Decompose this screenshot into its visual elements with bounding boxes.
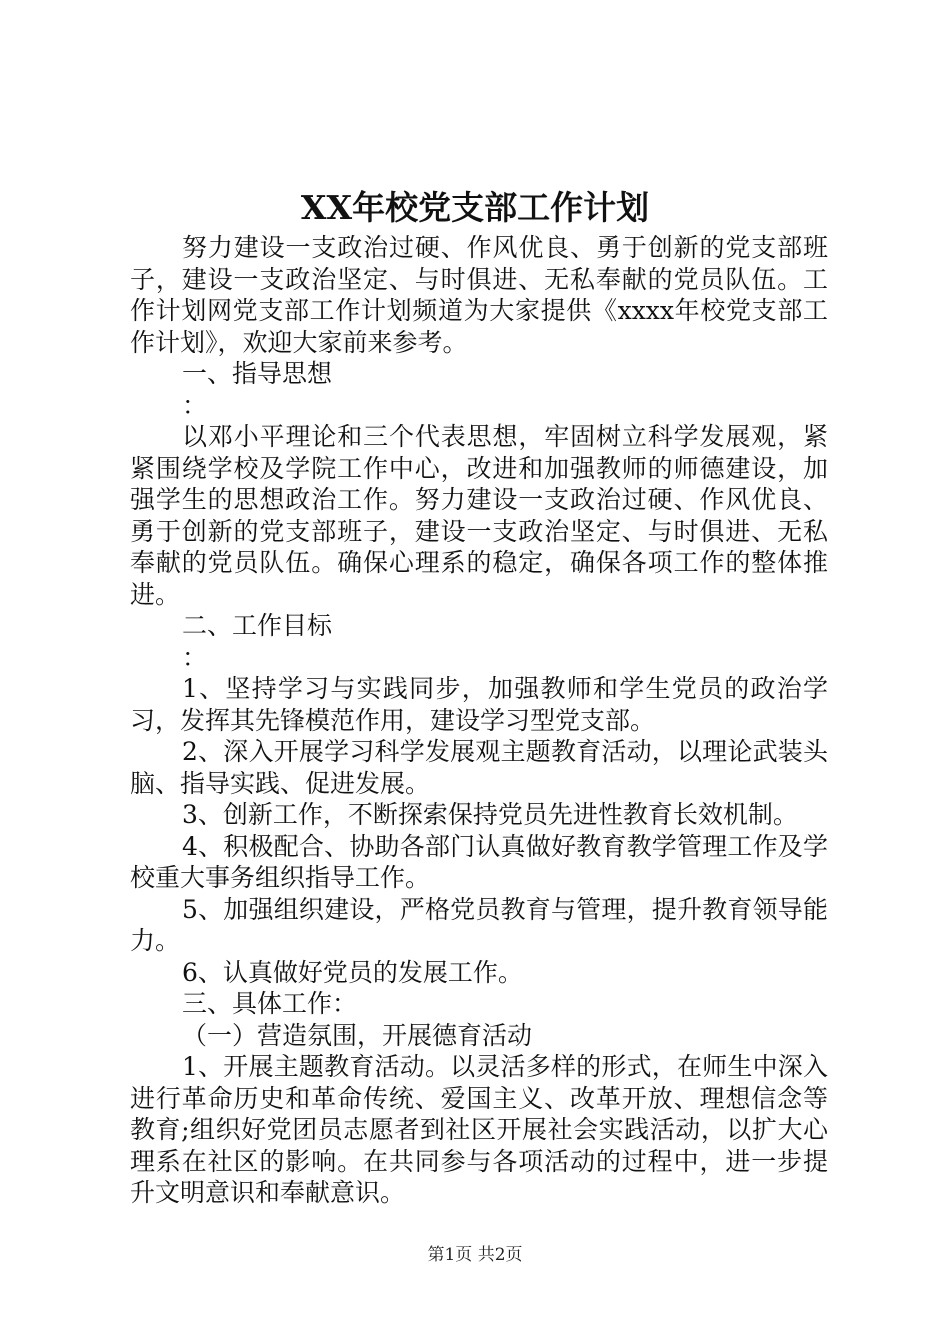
colon-line: ：	[182, 390, 208, 420]
goal-item-1: 1、坚持学习与实践同步，加强教师和学生党员的政治学习，发挥其先锋模范作用，建设学习型党支部。	[130, 674, 828, 735]
goal-item-2: 2、深入开展学习科学发展观主题教育活动，以理论武装头脑、指导实践、促进发展。	[130, 737, 828, 798]
subsection-heading-1: （一）营造氛围，开展德育活动	[182, 1020, 533, 1050]
document-body	[130, 232, 828, 1209]
goal-item-5: 5、加强组织建设，严格党员教育与管理，提升教育领导能力。	[130, 894, 828, 955]
colon-line: ：	[182, 642, 208, 672]
section-heading-work-goals: 二、工作目标	[182, 611, 333, 640]
goal-item-6: 6、认真做好党员的发展工作。	[182, 957, 523, 987]
guiding-ideology-paragraph: 以邓小平理论和三个代表思想，牢固树立科学发展观，紧紧围绕学校及学院工作中心，改进和加强教师的师德建设，加强学生的思想政治工作。努力建设一支政治过硬、作风优良、勇于创新的党支部班子，建设一支政治坚定、与时俱进、无私奉献的党员队伍。确保心理系的稳定，确保各项工作的整体推进。	[130, 422, 828, 609]
page-footer: 第1页 共2页	[427, 1245, 523, 1265]
section-heading-specific-work: 三、具体工作：	[182, 989, 358, 1018]
goal-item-3: 3、创新工作，不断探索保持党员先进性教育长效机制。	[182, 800, 798, 829]
document-title: XX年校党支部工作计划	[300, 188, 650, 227]
specific-work-item-1: 1、开展主题教育活动。以灵活多样的形式，在师生中深入进行革命历史和革命传统、爱国主义、改革开放、理想信念等教育;组织好党团员志愿者到社区开展社会实践活动，以扩大心理系在社区的影响。在共同参与各项活动的过程中，进一步提升文明意识和奉献意识。	[130, 1052, 828, 1207]
intro-paragraph: 努力建设一支政治过硬、作风优良、勇于创新的党支部班子，建设一支政治坚定、与时俱进、无私奉献的党员队伍。工作计划网党支部工作计划频道为大家提供《xxxx年校党支部工作计划》，欢迎大家前来参考。	[130, 233, 828, 357]
goal-item-4: 4、积极配合、协助各部门认真做好教育教学管理工作及学校重大事务组织指导工作。	[130, 831, 828, 892]
section-heading-guiding-ideology: 一、指导思想	[182, 359, 333, 388]
